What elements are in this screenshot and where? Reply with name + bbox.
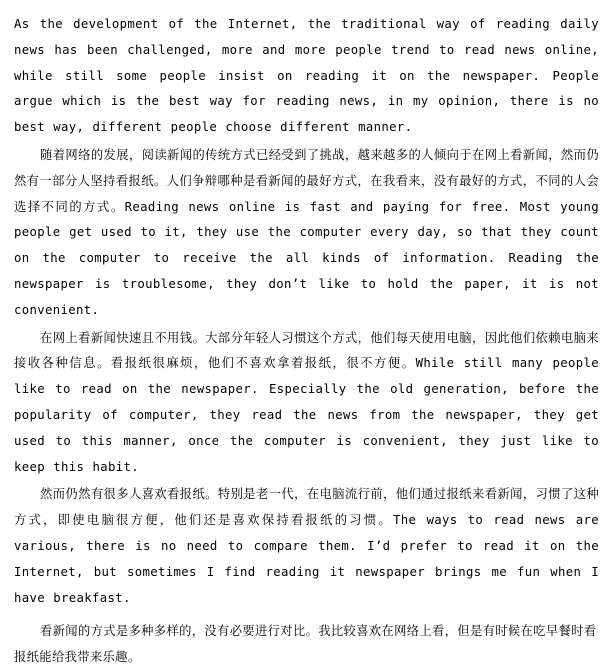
paragraph-1: As the development of the Internet, the traditional way of reading daily news has been challenged, more and more people trend to read news online, while still some people insist on reading it on the newspaper. People argue which is the best way for reading news, in my opinion, there is no best way, different people choose different manner. xyxy=(14,17,599,135)
paragraph-2: 随着网络的发展，阅读新闻的传统方式已经受到了挑战，越来越多的人倾向于在网上看新闻，然而仍然有一部分人坚持看报纸。人们争辩哪种是看新闻的最好方式，在我看来，没有最好的方式，不同的人会选择不同的方式。Reading news online is fast and paying for free. Most young people get used to it, they use the computer every day, so that they count on the computer to receive the all kinds of information. Reading the newspaper is troublesome, they don’t like to hold the paper, it is not convenient. xyxy=(14,147,599,317)
paragraph-3: 在网上看新闻快速且不用钱。大部分年轻人习惯这个方式，他们每天使用电脑，因此他们依赖电脑来接收各种信息。看报纸很麻烦，他们不喜欢拿着报纸，很不方便。While still many people like to read on the newspaper. Especially the old generation, before the popularity of computer, they read the news from the newspaper, they get used to this manner, once the computer is convenient, they just like to keep this habit. xyxy=(14,330,599,474)
paragraph-4: 然而仍然有很多人喜欢看报纸。特别是老一代，在电脑流行前，他们通过报纸来看新闻，习惯了这种方式，即使电脑很方便，他们还是喜欢保持看报纸的习惯。The ways to read news are various, there is no need to compare them. I’d prefer to read it on the Internet, but sometimes I find reading it newspaper brings me fun when I have breakfast. xyxy=(14,487,599,605)
paragraph-5: 看新闻的方式是多种多样的，没有必要进行对比。我比较喜欢在网络上看，但是有时候在吃早餐时看报纸能给我带来乐趣。 xyxy=(14,624,597,665)
